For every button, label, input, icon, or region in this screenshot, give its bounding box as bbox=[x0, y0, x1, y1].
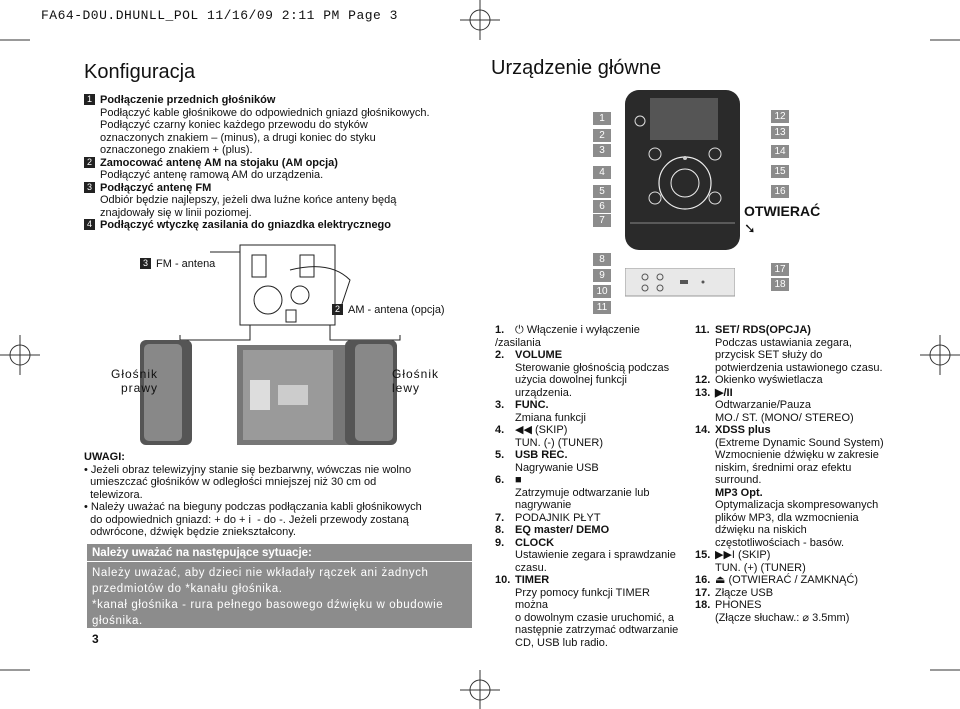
callout-label: AM - antena (opcja) bbox=[348, 304, 445, 316]
notes bbox=[84, 451, 474, 539]
callout: 9 bbox=[593, 269, 611, 282]
callout: 14 bbox=[771, 145, 789, 158]
step-number: 1 bbox=[84, 94, 95, 105]
callout: 4 bbox=[593, 166, 611, 179]
callout: 15 bbox=[771, 165, 789, 178]
step-title: Podłączenie przednich głośników bbox=[100, 94, 276, 106]
am-antenna-callout bbox=[332, 304, 445, 316]
callout: 6 bbox=[593, 200, 611, 213]
callout: 11 bbox=[593, 301, 611, 314]
callout: 8 bbox=[593, 253, 611, 266]
right-speaker-label bbox=[108, 367, 158, 395]
fm-antenna-callout bbox=[140, 258, 215, 270]
callout: 1 bbox=[593, 112, 611, 125]
control-item: 16. ⏏ (OTWIERAĆ / ZAMKNĄĆ) bbox=[695, 574, 858, 586]
control-item: 1. ⏻ Włączenie i wyłączenie /zasilania bbox=[495, 324, 640, 349]
caution-line: Należy uważać, aby dzieci nie wkładały rączek ani żadnych bbox=[92, 567, 429, 579]
caution-box bbox=[87, 544, 472, 628]
setup-steps bbox=[84, 94, 474, 232]
step-2 bbox=[84, 157, 474, 182]
step-text: oznaczonych znakiem – (minus), a drugi koniec do styku bbox=[100, 131, 376, 144]
note-1: • Jeżeli obraz telewizyjny stanie się bezbarwny, wówczas nie wolno umieszczać głośników w odległości mniejszej niż 30 cm od telewizora. bbox=[84, 463, 412, 501]
caution-line: przedmiotów do *kanału głośnika. bbox=[92, 583, 283, 595]
callout: 16 bbox=[771, 185, 789, 198]
caution-line: głośnika. bbox=[92, 615, 143, 627]
step-4 bbox=[84, 219, 474, 232]
caution-title: Należy uważać na następujące sytuacje: bbox=[87, 544, 472, 562]
callout: 10 bbox=[593, 285, 611, 298]
caution-line: *kanał głośnika - rura pełnego basowego dźwięku w obudowie bbox=[92, 599, 444, 611]
callout: 17 bbox=[771, 263, 789, 276]
control-item: 4. ◀◀ (SKIP) TUN. (-) (TUNER) bbox=[495, 424, 603, 449]
device-front bbox=[610, 88, 750, 253]
callout: 12 bbox=[771, 110, 789, 123]
speaker-label-line: Głośnik bbox=[110, 367, 158, 381]
step-number: 3 bbox=[84, 182, 95, 193]
callout-number: 3 bbox=[140, 258, 151, 269]
control-item: 17. Złącze USB bbox=[695, 586, 774, 599]
step-text: oznaczonego znakiem + (plus). bbox=[100, 144, 253, 156]
control-item: 18. PHONES (Złącze słuchaw.: ⌀ 3.5mm) bbox=[695, 599, 850, 624]
step-text: znajdowały się w linii poziomej. bbox=[100, 206, 252, 219]
callout: 3 bbox=[593, 144, 611, 157]
section-title-urzadzenie: Urządzenie główne bbox=[491, 57, 662, 79]
controls-list-2 bbox=[695, 324, 895, 624]
control-item: 10. TIMER Przy pomocy funkcji TIMER można o dowolnym czasie uruchomić, a następnie zatrzymać odtwarzanie CD, USB lub radio. bbox=[495, 574, 679, 649]
step-title: Podłączyć wtyczkę zasilania do gniazdka elektrycznego bbox=[100, 219, 392, 231]
control-item: 3. FUNC. Zmiana funkcji bbox=[495, 399, 586, 424]
connection-diagram bbox=[100, 240, 480, 450]
open-label: OTWIERAĆ bbox=[744, 203, 821, 219]
control-item: 2. VOLUME Sterowanie głośnością podczas użycia dowolnej funkcji urządzenia. bbox=[495, 349, 670, 399]
step-title: Podłączyć antenę FM bbox=[100, 181, 212, 194]
left-speaker-label bbox=[392, 367, 439, 395]
step-text: Podłączyć czarny koniec każdego przewodu do styków bbox=[100, 119, 368, 131]
step-3 bbox=[84, 182, 474, 220]
speaker-label-line: Głośnik bbox=[392, 367, 440, 381]
callout: 13 bbox=[771, 126, 789, 139]
device-bottom-strip bbox=[625, 268, 735, 298]
step-number: 4 bbox=[84, 219, 95, 230]
callout: 7 bbox=[593, 214, 611, 227]
section-title-konfiguracja: Konfiguracja bbox=[84, 61, 196, 83]
notes-title: UWAGI: bbox=[84, 451, 125, 463]
step-text: Odbiór będzie najlepszy, jeżeli dwa luźne końce anteny będą bbox=[100, 194, 397, 206]
arrow-down-icon: ➘ bbox=[744, 220, 756, 236]
step-text: Podłączyć antenę ramową AM do urządzenia. bbox=[100, 169, 324, 181]
step-title: Zamocować antenę AM na stojaku (AM opcja) bbox=[100, 156, 338, 169]
control-item: 7. PODAJNIK PŁYT bbox=[495, 511, 601, 524]
print-header: FA64-D0U.DHUNLL_POL 11/16/09 2:11 PM Page 3 bbox=[41, 8, 398, 23]
control-item: 15. ▶▶I (SKIP) TUN. (+) (TUNER) bbox=[695, 549, 806, 574]
control-item: 14. XDSS plus (Extreme Dynamic Sound System) Wzmocnienie dźwięku w zakresie niskim, średnimi oraz efektu surround. MP3 Opt. Optymalizacja skompresowanych plików MP3, dla wzmocnienia dźwięku na niskich częstotliwościach - basów. bbox=[695, 424, 884, 549]
callout: 18 bbox=[771, 278, 789, 291]
control-item: 9. CLOCK Ustawienie zegara i sprawdzanie czasu. bbox=[495, 536, 676, 574]
control-item: 8. EQ master/ DEMO bbox=[495, 524, 610, 536]
note-2: • Należy uważać na bieguny podczas podłączania kabli głośnikowych do odpowiednich gniazd: + do + i - do -. Jeżeli przewody zostaną odwrócone, dźwięk będzie zniekształcony. bbox=[84, 501, 422, 538]
control-item: 11. SET/ RDS(OPCJA) Podczas ustawiania zegara, przycisk SET służy do potwierdzenia ustawionego czasu. bbox=[695, 324, 883, 374]
step-text: Podłączyć kable głośnikowe do odpowiednich gniazd głośnikowych. bbox=[100, 106, 430, 119]
speaker-label-line: prawy bbox=[120, 381, 158, 395]
step-1 bbox=[84, 94, 474, 157]
callout: 2 bbox=[593, 129, 611, 142]
callout-number: 2 bbox=[332, 304, 343, 315]
callout: 5 bbox=[593, 185, 611, 198]
control-item: 6. ■ Zatrzymuje odtwarzanie lub nagrywanie bbox=[495, 474, 650, 511]
control-item: 12. Okienko wyświetlacza bbox=[695, 374, 823, 386]
control-item: 13. ▶/II Odtwarzanie/Pauza MO./ ST. (MONO/ STEREO) bbox=[695, 386, 854, 424]
control-item: 5. USB REC. Nagrywanie USB bbox=[495, 449, 599, 474]
speaker-label-line: lewy bbox=[392, 381, 421, 395]
controls-list-1 bbox=[495, 324, 685, 649]
display-window bbox=[650, 98, 718, 140]
callout-label: FM - antena bbox=[156, 258, 216, 270]
step-number: 2 bbox=[84, 157, 95, 168]
page-number: 3 bbox=[92, 632, 99, 646]
